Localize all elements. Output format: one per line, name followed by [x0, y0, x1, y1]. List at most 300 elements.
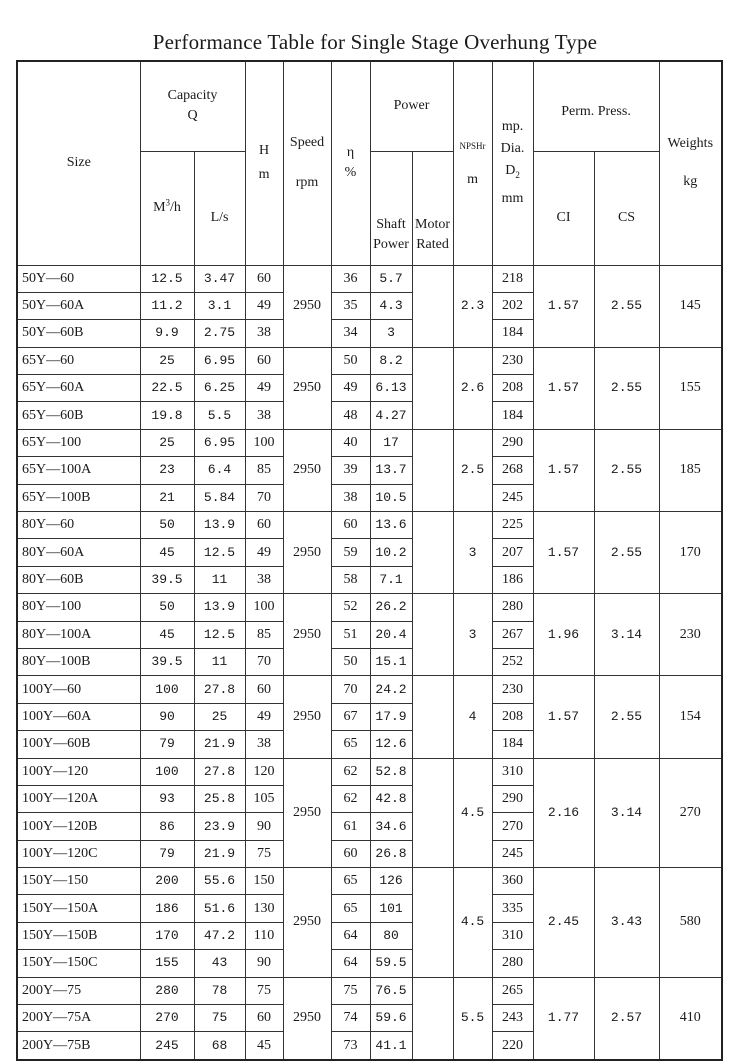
cell-shaft-power: 4.3	[370, 292, 412, 319]
cell-capacity-m3h: 186	[140, 895, 194, 922]
cell-size: 65Y—100	[17, 429, 140, 456]
header-motor-rated-1: Motor	[415, 216, 451, 232]
cell-capacity-m3h: 21	[140, 484, 194, 511]
cell-efficiency: 58	[331, 566, 370, 593]
cell-head: 110	[245, 922, 283, 949]
cell-capacity-m3h: 90	[140, 703, 194, 730]
cell-ci: 1.96	[533, 594, 594, 676]
cell-speed: 2950	[283, 594, 331, 676]
cell-efficiency: 65	[331, 895, 370, 922]
cell-weight: 410	[659, 977, 722, 1060]
cell-shaft-power: 76.5	[370, 977, 412, 1004]
cell-efficiency: 39	[331, 457, 370, 484]
cell-impeller-dia: 270	[492, 813, 533, 840]
cell-capacity-m3h: 86	[140, 813, 194, 840]
cell-shaft-power: 101	[370, 895, 412, 922]
cell-capacity-m3h: 25	[140, 429, 194, 456]
cell-capacity-ls: 78	[194, 977, 245, 1004]
cell-efficiency: 59	[331, 539, 370, 566]
cell-head: 38	[245, 566, 283, 593]
cell-impeller-dia: 184	[492, 731, 533, 758]
cell-npshr: 3	[453, 512, 492, 594]
cell-capacity-ls: 25.8	[194, 785, 245, 812]
cell-capacity-ls: 6.95	[194, 429, 245, 456]
cell-impeller-dia: 184	[492, 320, 533, 347]
cell-impeller-dia: 243	[492, 1005, 533, 1032]
cell-capacity-ls: 3.47	[194, 265, 245, 292]
cell-ci: 1.77	[533, 977, 594, 1060]
cell-head: 70	[245, 648, 283, 675]
cell-capacity-ls: 27.8	[194, 676, 245, 703]
cell-efficiency: 65	[331, 731, 370, 758]
header-impeller-dia-sub: 2	[515, 170, 520, 181]
cell-head: 130	[245, 895, 283, 922]
cell-size: 65Y—60	[17, 347, 140, 374]
performance-table	[16, 60, 723, 1061]
cell-speed: 2950	[283, 868, 331, 978]
cell-capacity-ls: 12.5	[194, 539, 245, 566]
cell-capacity-ls: 25	[194, 703, 245, 730]
header-weights-label: Weights	[667, 136, 714, 152]
cell-capacity-ls: 68	[194, 1032, 245, 1060]
cell-impeller-dia: 184	[492, 402, 533, 429]
header-npshr	[453, 61, 492, 265]
cell-size: 200Y—75A	[17, 1005, 140, 1032]
cell-efficiency: 50	[331, 648, 370, 675]
cell-head: 60	[245, 512, 283, 539]
cell-cs: 3.14	[594, 758, 659, 868]
cell-weight: 230	[659, 594, 722, 676]
cell-size: 100Y—120	[17, 758, 140, 785]
cell-capacity-ls: 75	[194, 1005, 245, 1032]
cell-head: 60	[245, 676, 283, 703]
cell-shaft-power: 8.2	[370, 347, 412, 374]
cell-head: 75	[245, 840, 283, 867]
cell-shaft-power: 7.1	[370, 566, 412, 593]
cell-capacity-m3h: 12.5	[140, 265, 194, 292]
cell-impeller-dia: 280	[492, 594, 533, 621]
cell-efficiency: 62	[331, 758, 370, 785]
cell-capacity-ls: 5.5	[194, 402, 245, 429]
cell-shaft-power: 34.6	[370, 813, 412, 840]
cell-impeller-dia: 268	[492, 457, 533, 484]
cell-capacity-ls: 43	[194, 950, 245, 977]
cell-head: 70	[245, 484, 283, 511]
cell-speed: 2950	[283, 977, 331, 1060]
cell-impeller-dia: 230	[492, 676, 533, 703]
cell-size: 100Y—120B	[17, 813, 140, 840]
header-ci: CI	[533, 151, 594, 265]
cell-weight: 580	[659, 868, 722, 978]
cell-efficiency: 61	[331, 813, 370, 840]
header-head	[245, 61, 283, 265]
cell-size: 65Y—100A	[17, 457, 140, 484]
cell-speed: 2950	[283, 265, 331, 347]
header-capacity-m3h	[140, 151, 194, 265]
cell-size: 50Y—60B	[17, 320, 140, 347]
table-row	[17, 594, 722, 621]
cell-head: 38	[245, 320, 283, 347]
cell-size: 65Y—100B	[17, 484, 140, 511]
cell-capacity-ls: 6.95	[194, 347, 245, 374]
cell-capacity-m3h: 170	[140, 922, 194, 949]
cell-efficiency: 62	[331, 785, 370, 812]
header-efficiency-unit: %	[344, 165, 357, 181]
cell-size: 150Y—150	[17, 868, 140, 895]
cell-weight: 170	[659, 512, 722, 594]
cell-head: 90	[245, 950, 283, 977]
cell-head: 75	[245, 977, 283, 1004]
cell-efficiency: 34	[331, 320, 370, 347]
cell-cs: 3.43	[594, 868, 659, 978]
cell-capacity-m3h: 200	[140, 868, 194, 895]
cell-capacity-ls: 55.6	[194, 868, 245, 895]
cell-shaft-power: 10.2	[370, 539, 412, 566]
cell-efficiency: 70	[331, 676, 370, 703]
cell-capacity-ls: 13.9	[194, 512, 245, 539]
cell-head: 60	[245, 265, 283, 292]
cell-efficiency: 73	[331, 1032, 370, 1060]
cell-head: 49	[245, 703, 283, 730]
cell-npshr: 5.5	[453, 977, 492, 1060]
cell-shaft-power: 4.27	[370, 402, 412, 429]
cell-impeller-dia: 245	[492, 840, 533, 867]
cell-efficiency: 49	[331, 375, 370, 402]
cell-shaft-power: 12.6	[370, 731, 412, 758]
header-speed-unit: rpm	[295, 175, 319, 191]
cell-cs: 2.55	[594, 265, 659, 347]
cell-npshr: 2.6	[453, 347, 492, 429]
cell-npshr: 3	[453, 594, 492, 676]
cell-head: 49	[245, 375, 283, 402]
cell-weight: 154	[659, 676, 722, 758]
cell-capacity-ls: 21.9	[194, 840, 245, 867]
header-efficiency	[331, 61, 370, 265]
header-impeller-dia	[492, 61, 533, 265]
header-speed	[283, 61, 331, 265]
cell-shaft-power: 15.1	[370, 648, 412, 675]
cell-npshr: 4.5	[453, 868, 492, 978]
cell-impeller-dia: 225	[492, 512, 533, 539]
cell-head: 49	[245, 292, 283, 319]
cell-efficiency: 48	[331, 402, 370, 429]
cell-impeller-dia: 220	[492, 1032, 533, 1060]
cell-shaft-power: 126	[370, 868, 412, 895]
cell-efficiency: 64	[331, 922, 370, 949]
cell-efficiency: 40	[331, 429, 370, 456]
cell-shaft-power: 6.13	[370, 375, 412, 402]
cell-npshr: 2.5	[453, 429, 492, 511]
cell-impeller-dia: 360	[492, 868, 533, 895]
cell-head: 105	[245, 785, 283, 812]
cell-capacity-ls: 11	[194, 566, 245, 593]
cell-impeller-dia: 202	[492, 292, 533, 319]
table-row	[17, 676, 722, 703]
cell-npshr: 2.3	[453, 265, 492, 347]
cell-motor-rated	[412, 594, 453, 676]
header-motor-rated-2: Rated	[416, 236, 449, 252]
cell-ci: 1.57	[533, 265, 594, 347]
cell-efficiency: 35	[331, 292, 370, 319]
cell-head: 60	[245, 1005, 283, 1032]
header-npshr-unit: m	[467, 172, 478, 188]
cell-capacity-m3h: 9.9	[140, 320, 194, 347]
cell-shaft-power: 3	[370, 320, 412, 347]
cell-capacity-m3h: 100	[140, 676, 194, 703]
cell-capacity-ls: 21.9	[194, 731, 245, 758]
cell-size: 150Y—150C	[17, 950, 140, 977]
cell-impeller-dia: 207	[492, 539, 533, 566]
cell-capacity-ls: 3.1	[194, 292, 245, 319]
cell-shaft-power: 59.5	[370, 950, 412, 977]
cell-capacity-m3h: 45	[140, 539, 194, 566]
table-body	[17, 265, 722, 1060]
cell-ci: 2.16	[533, 758, 594, 868]
cell-efficiency: 65	[331, 868, 370, 895]
header-impeller-dia-1: mp.	[501, 119, 524, 135]
cell-size: 150Y—150B	[17, 922, 140, 949]
cell-efficiency: 60	[331, 840, 370, 867]
cell-head: 38	[245, 402, 283, 429]
cell-size: 80Y—100	[17, 594, 140, 621]
cell-shaft-power: 10.5	[370, 484, 412, 511]
cell-capacity-m3h: 245	[140, 1032, 194, 1060]
header-size: Size	[17, 61, 140, 265]
header-m3h-m: M	[153, 200, 166, 215]
header-weights-unit: kg	[683, 174, 698, 190]
cell-size: 80Y—100A	[17, 621, 140, 648]
cell-capacity-m3h: 23	[140, 457, 194, 484]
cell-impeller-dia: 265	[492, 977, 533, 1004]
header-cs: CS	[594, 151, 659, 265]
cell-size: 100Y—60B	[17, 731, 140, 758]
header-impeller-dia-3: D	[505, 163, 516, 179]
cell-impeller-dia: 310	[492, 922, 533, 949]
cell-shaft-power: 24.2	[370, 676, 412, 703]
cell-impeller-dia: 218	[492, 265, 533, 292]
header-impeller-dia-2: Dia.	[500, 141, 525, 157]
cell-shaft-power: 42.8	[370, 785, 412, 812]
cell-size: 80Y—100B	[17, 648, 140, 675]
cell-size: 80Y—60B	[17, 566, 140, 593]
cell-motor-rated	[412, 512, 453, 594]
cell-speed: 2950	[283, 347, 331, 429]
header-capacity-symbol: Q	[187, 108, 198, 124]
cell-size: 200Y—75	[17, 977, 140, 1004]
cell-efficiency: 50	[331, 347, 370, 374]
table-row	[17, 265, 722, 292]
cell-capacity-m3h: 79	[140, 840, 194, 867]
page-title: Performance Table for Single Stage Overhung Type	[152, 30, 598, 54]
cell-cs: 2.55	[594, 347, 659, 429]
cell-impeller-dia: 186	[492, 566, 533, 593]
cell-shaft-power: 13.7	[370, 457, 412, 484]
cell-head: 150	[245, 868, 283, 895]
cell-efficiency: 64	[331, 950, 370, 977]
cell-ci: 1.57	[533, 676, 594, 758]
cell-impeller-dia: 290	[492, 429, 533, 456]
cell-shaft-power: 5.7	[370, 265, 412, 292]
cell-motor-rated	[412, 265, 453, 347]
cell-capacity-ls: 2.75	[194, 320, 245, 347]
cell-size: 100Y—60A	[17, 703, 140, 730]
cell-ci: 1.57	[533, 512, 594, 594]
header-shaft-power-1: Shaft	[376, 216, 406, 232]
cell-capacity-m3h: 25	[140, 347, 194, 374]
cell-impeller-dia: 267	[492, 621, 533, 648]
cell-capacity-m3h: 100	[140, 758, 194, 785]
cell-head: 38	[245, 731, 283, 758]
cell-cs: 2.57	[594, 977, 659, 1060]
cell-shaft-power: 59.6	[370, 1005, 412, 1032]
table-row	[17, 429, 722, 456]
header-shaft-power	[370, 151, 412, 265]
cell-cs: 3.14	[594, 594, 659, 676]
cell-capacity-ls: 23.9	[194, 813, 245, 840]
cell-size: 80Y—60A	[17, 539, 140, 566]
cell-npshr: 4.5	[453, 758, 492, 868]
cell-size: 50Y—60A	[17, 292, 140, 319]
header-capacity-label: Capacity	[167, 88, 218, 104]
header-speed-label: Speed	[289, 135, 325, 151]
header-efficiency-symbol: η	[346, 145, 355, 161]
cell-capacity-m3h: 79	[140, 731, 194, 758]
cell-capacity-m3h: 39.5	[140, 566, 194, 593]
cell-efficiency: 60	[331, 512, 370, 539]
cell-shaft-power: 20.4	[370, 621, 412, 648]
cell-impeller-dia: 208	[492, 703, 533, 730]
cell-head: 45	[245, 1032, 283, 1060]
table-row	[17, 758, 722, 785]
table-row	[17, 347, 722, 374]
cell-shaft-power: 26.2	[370, 594, 412, 621]
cell-size: 100Y—120C	[17, 840, 140, 867]
cell-head: 120	[245, 758, 283, 785]
cell-efficiency: 38	[331, 484, 370, 511]
cell-motor-rated	[412, 977, 453, 1060]
cell-cs: 2.55	[594, 512, 659, 594]
cell-efficiency: 74	[331, 1005, 370, 1032]
cell-ci: 1.57	[533, 429, 594, 511]
cell-capacity-ls: 13.9	[194, 594, 245, 621]
cell-motor-rated	[412, 676, 453, 758]
cell-capacity-m3h: 22.5	[140, 375, 194, 402]
cell-capacity-m3h: 280	[140, 977, 194, 1004]
cell-head: 90	[245, 813, 283, 840]
cell-capacity-ls: 51.6	[194, 895, 245, 922]
table-row	[17, 868, 722, 895]
cell-capacity-ls: 47.2	[194, 922, 245, 949]
header-m3h-tail: /h	[170, 200, 181, 215]
cell-head: 49	[245, 539, 283, 566]
cell-capacity-m3h: 50	[140, 594, 194, 621]
cell-head: 100	[245, 429, 283, 456]
header-impeller-dia-unit: mm	[501, 191, 524, 207]
cell-cs: 2.55	[594, 676, 659, 758]
cell-impeller-dia: 290	[492, 785, 533, 812]
cell-size: 200Y—75B	[17, 1032, 140, 1060]
cell-capacity-ls: 27.8	[194, 758, 245, 785]
cell-efficiency: 75	[331, 977, 370, 1004]
header-head-symbol: H	[258, 143, 270, 159]
cell-efficiency: 67	[331, 703, 370, 730]
cell-weight: 185	[659, 429, 722, 511]
cell-capacity-ls: 5.84	[194, 484, 245, 511]
cell-size: 100Y—120A	[17, 785, 140, 812]
cell-ci: 1.57	[533, 347, 594, 429]
cell-speed: 2950	[283, 758, 331, 868]
cell-shaft-power: 17	[370, 429, 412, 456]
cell-head: 85	[245, 621, 283, 648]
cell-head: 100	[245, 594, 283, 621]
cell-size: 80Y—60	[17, 512, 140, 539]
cell-cs: 2.55	[594, 429, 659, 511]
cell-size: 50Y—60	[17, 265, 140, 292]
cell-speed: 2950	[283, 676, 331, 758]
cell-shaft-power: 13.6	[370, 512, 412, 539]
header-capacity-ls: L/s	[194, 151, 245, 265]
cell-capacity-m3h: 39.5	[140, 648, 194, 675]
header-capacity	[140, 61, 245, 151]
cell-motor-rated	[412, 758, 453, 868]
cell-npshr: 4	[453, 676, 492, 758]
table-row	[17, 512, 722, 539]
cell-capacity-ls: 11	[194, 648, 245, 675]
cell-impeller-dia: 335	[492, 895, 533, 922]
header-perm-press: Perm. Press.	[533, 61, 659, 151]
cell-speed: 2950	[283, 429, 331, 511]
cell-size: 100Y—60	[17, 676, 140, 703]
header-npshr-label: NPSHr	[459, 141, 486, 152]
header-shaft-power-2: Power	[373, 236, 409, 252]
cell-capacity-m3h: 93	[140, 785, 194, 812]
cell-size: 150Y—150A	[17, 895, 140, 922]
cell-capacity-m3h: 11.2	[140, 292, 194, 319]
cell-efficiency: 52	[331, 594, 370, 621]
cell-impeller-dia: 208	[492, 375, 533, 402]
cell-shaft-power: 17.9	[370, 703, 412, 730]
cell-speed: 2950	[283, 512, 331, 594]
cell-capacity-m3h: 155	[140, 950, 194, 977]
cell-weight: 155	[659, 347, 722, 429]
cell-capacity-ls: 12.5	[194, 621, 245, 648]
cell-capacity-ls: 6.25	[194, 375, 245, 402]
cell-shaft-power: 26.8	[370, 840, 412, 867]
cell-capacity-m3h: 19.8	[140, 402, 194, 429]
cell-impeller-dia: 280	[492, 950, 533, 977]
cell-capacity-ls: 6.4	[194, 457, 245, 484]
cell-motor-rated	[412, 868, 453, 978]
cell-impeller-dia: 245	[492, 484, 533, 511]
cell-capacity-m3h: 270	[140, 1005, 194, 1032]
cell-weight: 145	[659, 265, 722, 347]
header-head-unit: m	[258, 167, 270, 183]
cell-impeller-dia: 252	[492, 648, 533, 675]
cell-shaft-power: 80	[370, 922, 412, 949]
cell-capacity-m3h: 45	[140, 621, 194, 648]
cell-impeller-dia: 230	[492, 347, 533, 374]
header-motor-rated	[412, 151, 453, 265]
cell-impeller-dia: 310	[492, 758, 533, 785]
cell-capacity-m3h: 50	[140, 512, 194, 539]
cell-ci: 2.45	[533, 868, 594, 978]
cell-size: 65Y—60A	[17, 375, 140, 402]
header-weights	[659, 61, 722, 265]
cell-size: 65Y—60B	[17, 402, 140, 429]
cell-head: 60	[245, 347, 283, 374]
cell-head: 85	[245, 457, 283, 484]
cell-shaft-power: 52.8	[370, 758, 412, 785]
